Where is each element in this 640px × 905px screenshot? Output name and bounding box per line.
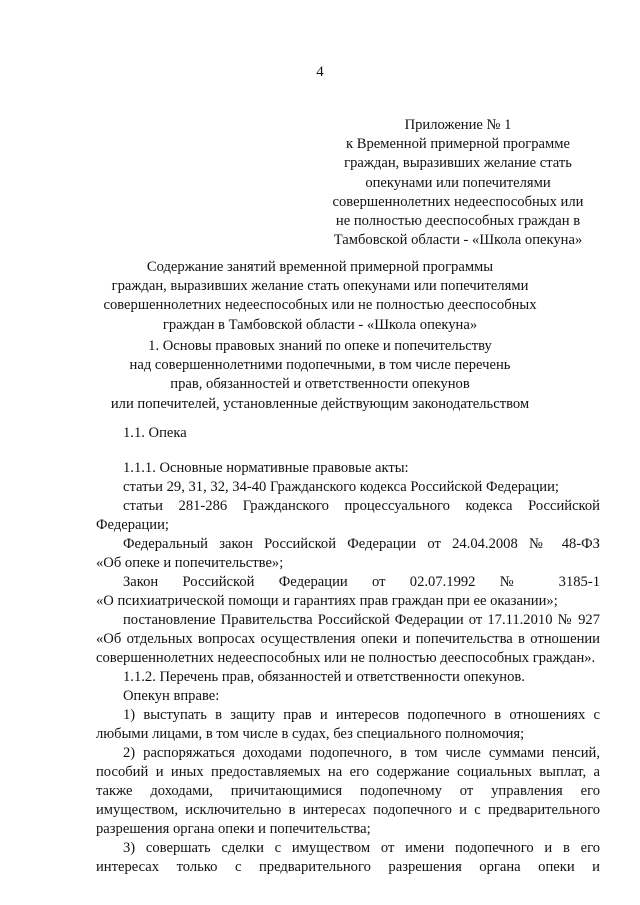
paragraph: 2) распоряжаться доходами подопечного, в том числе суммами пенсий, пособий и иных предоставляемых на его содержание социальных выплат, а также доходами, причитающимися подопечному от управления его имуществом, исключительно в интересах подопечного и с предварительного разрешения органа опеки и попечительства; bbox=[96, 745, 600, 837]
appendix-line: опекунами или попечителями bbox=[365, 174, 551, 191]
paragraph: статьи 281-286 Гражданского процессуального кодекса Российской Федерации; bbox=[96, 498, 600, 533]
paragraph: 1.1.2. Перечень прав, обязанностей и ответственности опекунов. bbox=[123, 669, 525, 685]
page-number: 4 bbox=[316, 64, 324, 80]
subsection-heading: 1.1. Опека bbox=[123, 425, 187, 441]
section-title-line: или попечителей, установленные действующим законодательством bbox=[110, 395, 530, 412]
paragraph-line: Закон Российской Федерации от 02.07.1992 № 3185-1 bbox=[123, 574, 600, 590]
document-body bbox=[96, 459, 600, 877]
appendix-line: Приложение № 1 bbox=[404, 117, 512, 133]
appendix-header bbox=[300, 116, 616, 250]
appendix-line: граждан, выразивших желание стать bbox=[344, 155, 572, 172]
appendix-line: Тамбовской области - «Школа опекуна» bbox=[333, 232, 583, 249]
content-title-line: граждан в Тамбовской области - «Школа опекуна» bbox=[162, 316, 478, 333]
content-title-line: Содержание занятий временной примерной программы bbox=[146, 259, 494, 275]
appendix-line: совершеннолетних недееспособных или bbox=[332, 193, 584, 210]
paragraph-line: «Об опеке и попечительстве»; bbox=[96, 555, 284, 571]
appendix-line: не полностью дееспособных граждан в bbox=[335, 213, 581, 230]
content-title-line: граждан, выразивших желание стать опекунами или попечителями bbox=[111, 278, 529, 295]
section-title bbox=[90, 337, 550, 414]
paragraph bbox=[96, 839, 600, 877]
paragraph-line: «О психиатрической помощи и гарантиях прав граждан при ее оказании»; bbox=[96, 593, 558, 609]
content-title bbox=[90, 258, 550, 335]
paragraph-line: интересах только с предварительного разрешения органа опеки и bbox=[96, 859, 600, 875]
paragraph: 1) выступать в защиту прав и интересов подопечного в отношениях с любыми лицами, в том числе в судах, без специального полномочия; bbox=[96, 707, 600, 742]
section-title-line: над совершеннолетними подопечными, в том числе перечень bbox=[129, 357, 511, 374]
paragraph bbox=[96, 573, 600, 611]
paragraph-line: Федеральный закон Российской Федерации от 24.04.2008 № 48-ФЗ bbox=[123, 536, 600, 552]
paragraph: постановление Правительства Российской Федерации от 17.11.2010 № 927 «Об отдельных вопросах осуществления опеки и попечительства в отношении совершеннолетних недееспособных или не полностью дееспособных граждан». bbox=[96, 612, 600, 666]
paragraph bbox=[96, 535, 600, 573]
paragraph-line: 3) совершать сделки с имуществом от имени подопечного и в его bbox=[123, 840, 600, 856]
paragraph: статьи 29, 31, 32, 34-40 Гражданского кодекса Российской Федерации; bbox=[123, 479, 559, 495]
paragraph: Опекун вправе: bbox=[123, 688, 220, 704]
section-title-line: 1. Основы правовых знаний по опеке и попечительству bbox=[148, 338, 492, 354]
section-title-line: прав, обязанностей и ответственности опекунов bbox=[170, 376, 470, 393]
content-title-line: совершеннолетних недееспособных или не полностью дееспособных bbox=[103, 297, 537, 314]
appendix-line: к Временной примерной программе bbox=[346, 136, 570, 153]
paragraph: 1.1.1. Основные нормативные правовые акты: bbox=[123, 460, 409, 476]
